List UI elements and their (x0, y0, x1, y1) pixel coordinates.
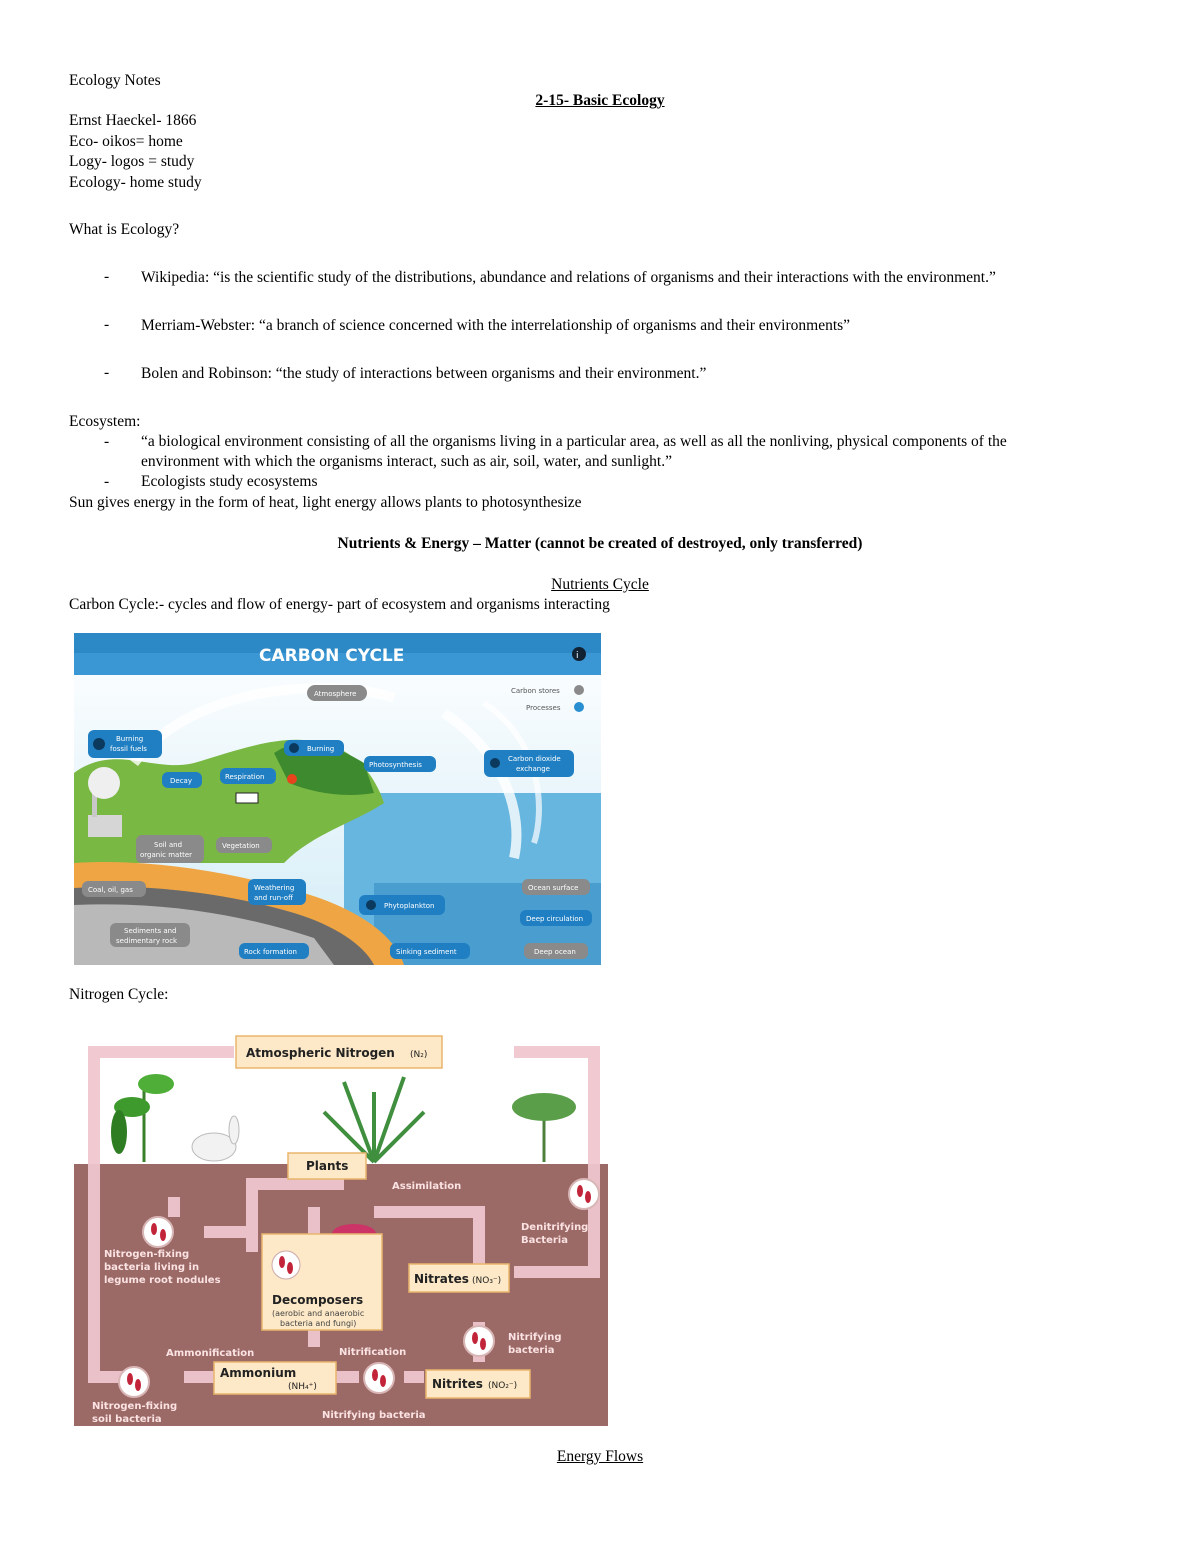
decay-label (162, 772, 202, 788)
svg-text:bacteria: bacteria (508, 1345, 555, 1356)
svg-text:Coal, oil, gas: Coal, oil, gas (88, 886, 133, 894)
svg-text:Sinking sediment: Sinking sediment (396, 948, 457, 956)
definition-bullet: - Wikipedia: “is the scientific study of the distributions, abundance and relations of organisms and their interactions with the environment.” (104, 268, 996, 286)
definition-text: Bolen and Robinson: “the study of interactions between organisms and their environment.” (141, 365, 707, 382)
bacteria-icon (364, 1363, 394, 1393)
svg-text:(NO₂⁻): (NO₂⁻) (488, 1381, 518, 1391)
what-is-heading: What is Ecology? (69, 221, 180, 238)
carbon-store-swatch (574, 685, 584, 695)
svg-text:Burning: Burning (116, 735, 144, 743)
atmospheric-nitrogen-box (236, 1036, 442, 1068)
intro-line: Logy- logos = study (69, 153, 195, 170)
svg-text:organic matter: organic matter (140, 851, 193, 859)
doc-label: Ecology Notes (69, 72, 161, 89)
decomposers-box (262, 1234, 382, 1330)
section-heading: Nutrients & Energy – Matter (cannot be created of destroyed, only transferred) (337, 535, 863, 552)
definition-text: Wikipedia: “is the scientific study of the distributions, abundance and relations of organisms and their interactions with the environment.” (141, 269, 996, 286)
svg-text:Respiration: Respiration (225, 773, 265, 781)
burning-label (284, 740, 344, 756)
svg-text:Soil and: Soil and (154, 841, 183, 849)
ecosystem-text: environment with which the organisms interact, such as air, soil, water, and sunlight.” (141, 453, 672, 470)
nitrites-box (426, 1370, 530, 1398)
svg-text:Ocean surface: Ocean surface (528, 884, 579, 892)
burning-fossil-fuels-label (88, 730, 162, 758)
svg-text:Atmosphere: Atmosphere (314, 690, 357, 698)
energy-flows-heading: Energy Flows (556, 1448, 644, 1465)
sun-line: Sun gives energy in the form of heat, light energy allows plants to photosynthesize (69, 494, 582, 511)
svg-text:sedimentary rock: sedimentary rock (116, 937, 178, 945)
svg-text:Decomposers: Decomposers (272, 1293, 364, 1307)
svg-text:Vegetation: Vegetation (222, 842, 260, 850)
carbon-dioxide-exchange-label (484, 750, 574, 777)
ecosystem-text: Ecologists study ecosystems (141, 473, 318, 490)
vegetation-label (216, 837, 272, 853)
info-icon (572, 647, 586, 661)
bacteria-icon (272, 1251, 300, 1279)
cow-icon (236, 793, 258, 803)
nitrifying-bacteria-bottom-label: Nitrifying bacteria (322, 1410, 426, 1421)
svg-text:Decay: Decay (170, 777, 192, 785)
svg-text:legume root nodules: legume root nodules (104, 1275, 221, 1286)
definition-text: Merriam-Webster: “a branch of science concerned with the interrelationship of organisms and their environments” (141, 317, 851, 334)
svg-text:Rock formation: Rock formation (244, 948, 297, 956)
svg-text:exchange: exchange (516, 765, 550, 773)
assimilation-label: Assimilation (392, 1181, 462, 1192)
ecosystem-text: “a biological environment consisting of all the organisms living in a particular area, as well as all the nonliving, physical components of the (141, 433, 1007, 450)
respiration-label (220, 768, 276, 784)
nitrification-label: Nitrification (339, 1347, 407, 1358)
svg-text:Carbon dioxide: Carbon dioxide (508, 755, 561, 763)
smoke-icon (88, 767, 120, 799)
ammonium-box (214, 1362, 336, 1394)
intro-line: Ecology- home study (69, 174, 202, 191)
svg-text:Atmospheric Nitrogen: Atmospheric Nitrogen (246, 1046, 395, 1060)
svg-text:fossil fuels: fossil fuels (110, 745, 147, 753)
svg-text:Nitrifying: Nitrifying (508, 1332, 562, 1343)
svg-text:bacteria living in: bacteria living in (104, 1262, 200, 1273)
ecosystem-bullet: - Ecologists study ecosystems (104, 473, 318, 490)
svg-text:Deep circulation: Deep circulation (526, 915, 584, 923)
svg-text:Nitrates: Nitrates (414, 1272, 469, 1286)
plants-box (288, 1153, 366, 1179)
bacteria-icon (119, 1367, 149, 1397)
svg-text:Denitrifying: Denitrifying (521, 1222, 589, 1233)
svg-text:Weathering: Weathering (254, 884, 295, 892)
deep-ocean-label (524, 943, 588, 959)
svg-text:Bacteria: Bacteria (521, 1235, 568, 1246)
definition-bullet: - Bolen and Robinson: “the study of interactions between organisms and their environment.” (104, 364, 707, 382)
svg-text:bacteria and fungi): bacteria and fungi) (280, 1319, 357, 1328)
ocean-surface-label (522, 879, 590, 895)
intro-line: Ernst Haeckel- 1866 (69, 112, 197, 129)
carbon-cycle-figure (74, 633, 601, 965)
sinking-sediment-label (390, 943, 470, 959)
svg-text:and run-off: and run-off (254, 894, 293, 902)
svg-text:Plants: Plants (306, 1159, 349, 1173)
weathering-label (248, 879, 306, 905)
bacteria-icon (143, 1217, 173, 1247)
coal-oil-gas-label (82, 881, 146, 897)
nitrogen-line: Nitrogen Cycle: (69, 986, 169, 1003)
section-subheading: Nutrients Cycle (551, 576, 649, 593)
svg-text:(N₂): (N₂) (410, 1050, 428, 1060)
nitrates-box (409, 1264, 509, 1292)
carbon-line: Carbon Cycle:- cycles and flow of energy- part of ecosystem and organisms interacting (69, 596, 610, 613)
legend-processes: Processes (526, 704, 561, 712)
atmosphere-label (307, 685, 367, 701)
svg-text:Nitrites: Nitrites (432, 1377, 483, 1391)
carbon-title: CARBON CYCLE (259, 646, 405, 666)
process-swatch (574, 702, 584, 712)
page-title: 2-15- Basic Ecology (535, 92, 665, 109)
ammonification-label: Ammonification (166, 1348, 255, 1359)
svg-text:i: i (576, 651, 579, 661)
bacteria-icon (464, 1326, 494, 1356)
svg-text:Phytoplankton: Phytoplankton (384, 902, 435, 910)
svg-text:Nitrogen-fixing: Nitrogen-fixing (92, 1401, 178, 1412)
svg-text:Photosynthesis: Photosynthesis (369, 761, 422, 769)
svg-text:soil bacteria: soil bacteria (92, 1414, 162, 1425)
phytoplankton-label (359, 895, 445, 915)
ecosystem-bullet: - “a biological environment consisting of all the organisms living in a particular area, as well as all the nonliving, physical components of the environment with which the organisms interact, such as air, soil, water, and sunlight.” (104, 433, 1007, 470)
svg-text:(NO₃⁻): (NO₃⁻) (472, 1276, 502, 1286)
definition-bullet: - Merriam-Webster: “a branch of science concerned with the interrelationship of organisms and their environments” (104, 316, 851, 334)
svg-text:(NH₄⁺): (NH₄⁺) (288, 1382, 317, 1392)
photosynthesis-label (364, 756, 436, 772)
svg-text:Burning: Burning (307, 745, 335, 753)
rock-formation-label (239, 943, 309, 959)
svg-text:Deep ocean: Deep ocean (534, 948, 576, 956)
sediments-label (110, 923, 190, 947)
factory-icon (88, 815, 122, 837)
svg-text:Sediments and: Sediments and (124, 927, 177, 935)
legend-carbon-stores: Carbon stores (511, 687, 560, 695)
svg-text:Nitrogen-fixing: Nitrogen-fixing (104, 1249, 190, 1260)
ecosystem-heading: Ecosystem: (69, 413, 141, 430)
bacteria-icon (569, 1179, 599, 1209)
nitrogen-cycle-figure (74, 1022, 608, 1426)
fire-icon (287, 774, 297, 784)
intro-line: Eco- oikos= home (69, 133, 183, 150)
soil-organic-matter-label (136, 835, 204, 863)
svg-text:(aerobic and anaerobic: (aerobic and anaerobic (272, 1309, 365, 1318)
svg-text:Ammonium: Ammonium (220, 1366, 297, 1380)
deep-circulation-label (520, 910, 592, 926)
